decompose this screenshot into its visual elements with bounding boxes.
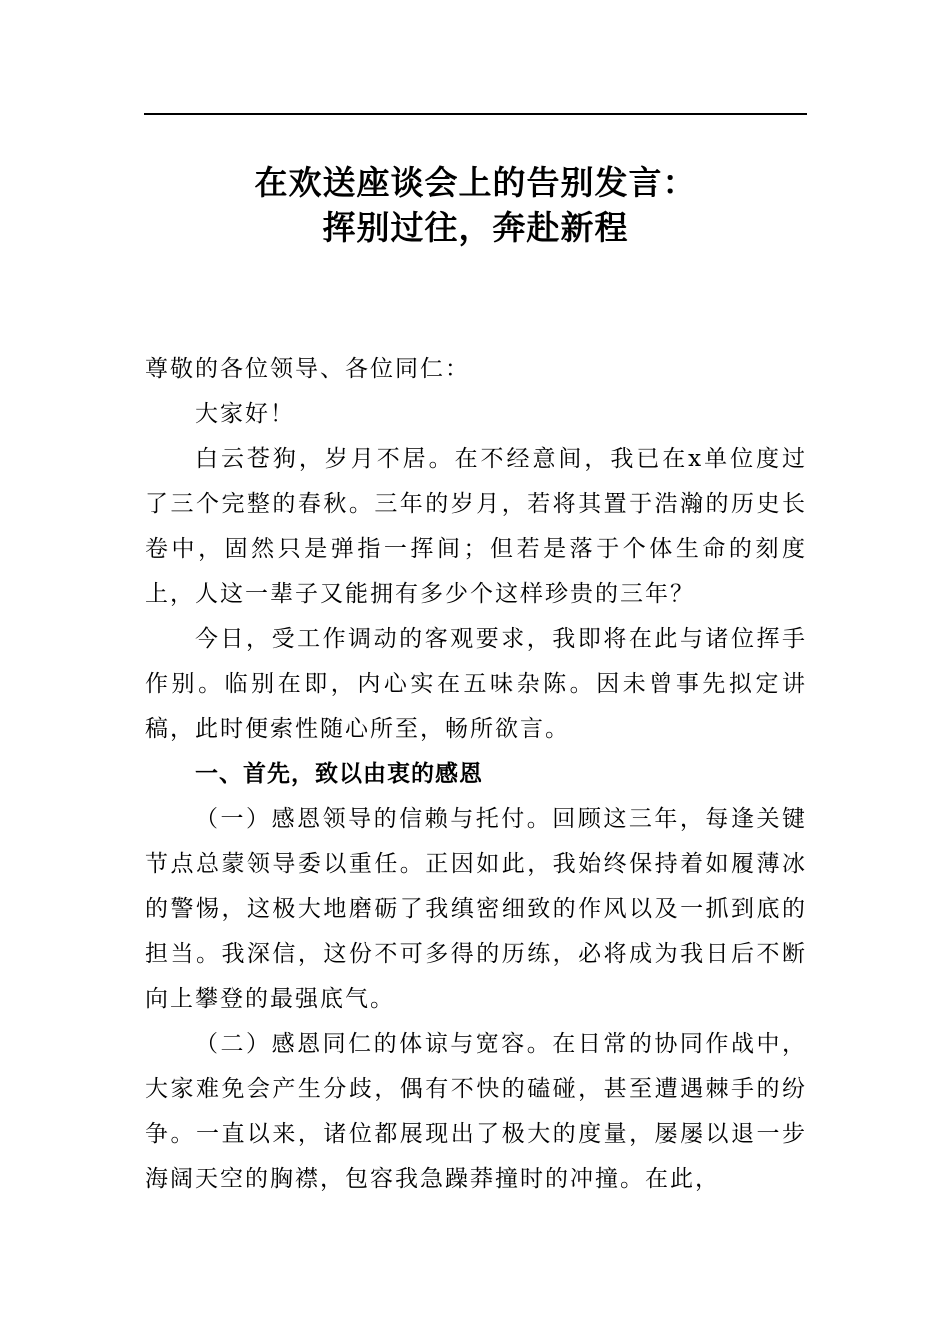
intro-paragraph-1: 白云苍狗，岁月不居。在不经意间，我已在x单位度过了三个完整的春秋。三年的岁月，若将其置于浩瀚的历史长卷中，固然只是弹指一挥间；但若是落于个体生命的刻度上，人这一辈子又能拥有多少个这样珍贵的三年？: [145, 446, 807, 607]
salutation: 尊敬的各位领导、各位同仁：: [145, 356, 470, 382]
header-rule: [144, 113, 807, 115]
document-body: [145, 347, 807, 1202]
section-1-paragraph-1: （一）感恩领导的信赖与托付。回顾这三年，每逢关键节点总蒙领导委以重任。正因如此，我始终保持着如履薄冰的警惕，这极大地磨砺了我缜密细致的作风以及一抓到底的担当。我深信，这份不可多得的历练，必将成为我日后不断向上攀登的最强底气。: [145, 806, 807, 1012]
section-1-paragraph-2: （二）感恩同仁的体谅与宽容。在日常的协同作战中，大家难免会产生分歧，偶有不快的磕碰，甚至遭遇棘手的纷争。一直以来，诸位都展现出了极大的度量，屡屡以退一步海阔天空的胸襟，包容我急躁莽撞时的冲撞。在此，: [145, 1031, 807, 1192]
document-title: [144, 160, 807, 250]
intro-paragraph-2: 今日，受工作调动的客观要求，我即将在此与诸位挥手作别。临别在即，内心实在五味杂陈。因未曾事先拟定讲稿，此时便索性随心所至，畅所欲言。: [145, 626, 807, 742]
greeting: 大家好！: [195, 401, 295, 427]
section-heading-1: 一、首先，致以由衷的感恩: [195, 761, 483, 787]
title-line-1: 在欢送座谈会上的告别发言：: [254, 163, 697, 202]
title-line-2: 挥别过往，奔赴新程: [322, 208, 629, 247]
